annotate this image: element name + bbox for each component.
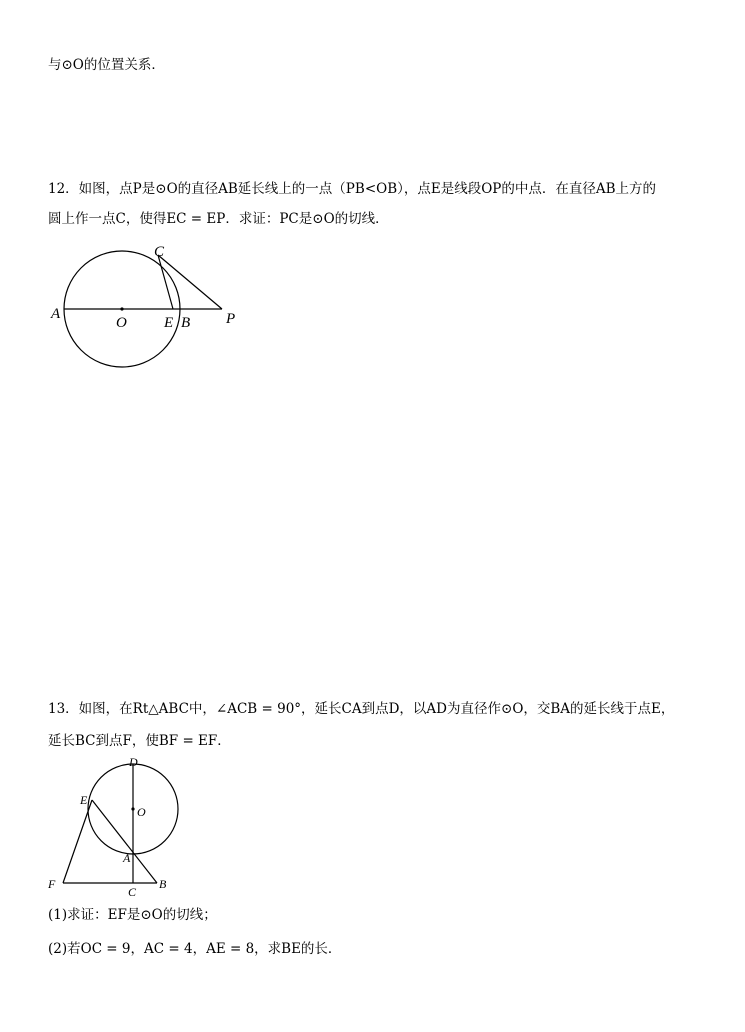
q13-label-o: O [137,805,146,819]
q13-center-dot [131,807,134,810]
q13-part2: (2)若OC = 9，AC = 4，AE = 8，求BE的长． [48,941,342,957]
q12-label-e: E [164,315,174,331]
q13-part1: (1)求证：EF是⊙O的切线； [48,907,217,923]
q13-label-d: D [129,755,138,769]
q13-label-f: F [48,877,56,891]
q13-line-fe [63,800,92,883]
q12-label-a: A [51,306,61,322]
q12-text-line1: 12．如图，点P是⊙O的直径AB延长线上的一点（PB<OB），点E是线段OP的中点．在直径AB上方的 [48,181,657,197]
q12-line-ce [158,255,173,309]
q13-figure [40,752,190,897]
q12-label-b: B [181,315,191,331]
q13-text-line1: 13．如图，在Rt△ABC中，∠ACB = 90°，延长CA到点D，以AD为直径作⊙O，交BA的延长线于点E， [48,701,675,717]
q12-text-line2: 圆上作一点C，使得EC = EP．求证：PC是⊙O的切线． [48,211,389,227]
q12-center-dot [120,307,123,310]
q12-label-o: O [116,315,127,331]
q12-label-c: C [154,244,165,260]
q13-label-c: C [128,885,137,897]
q12-line-cp [158,255,222,309]
q13-label-b: B [159,877,167,891]
q13-label-e: E [80,793,88,807]
q12-label-p: P [226,311,236,327]
q13-text-line2: 延长BC到点F，使BF = EF． [48,733,231,749]
previous-question-tail: 与⊙O的位置关系． [48,57,165,73]
q13-label-a: A [123,851,131,865]
q12-figure [40,240,260,375]
